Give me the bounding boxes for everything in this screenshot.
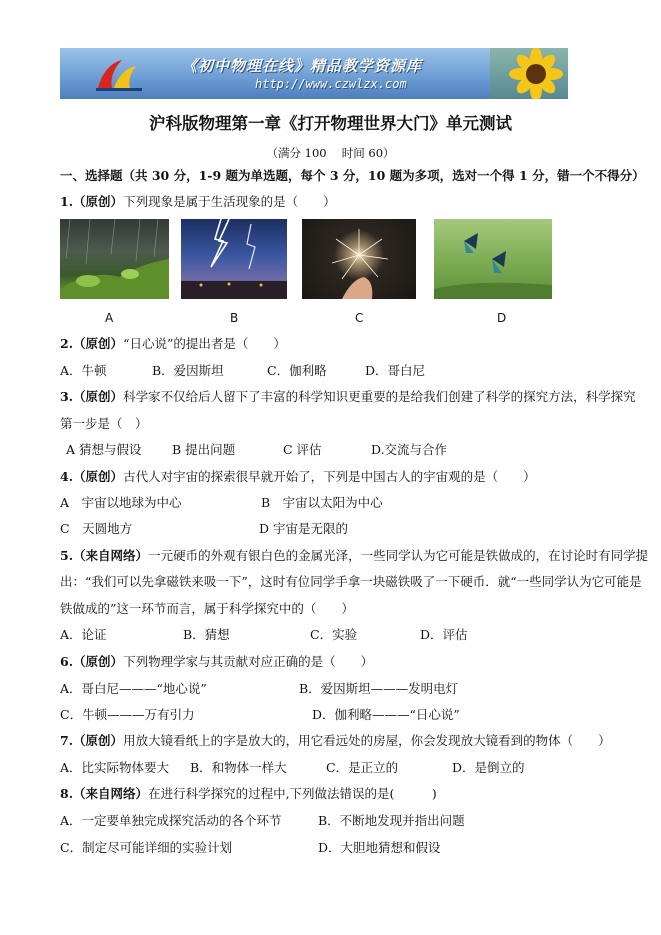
question-text: 下列物理学家与其贡献对应正确的是（ ） [123,654,374,669]
question-3 [60,389,636,405]
question-3-continued: 第一步是（ ） [60,416,148,431]
photo-butterflies [434,219,552,299]
option-c: C．制定尽可能详细的实验计划 [60,840,233,855]
question-4 [60,469,536,485]
option-c: C 评估 [283,442,322,457]
option-c: C 天圆地方 [60,521,133,536]
option-d: D．评估 [420,627,468,642]
option-b: B 提出问题 [172,442,236,457]
question-text: “日心说”的提出者是（ ） [123,336,286,351]
banner-url[interactable]: http://www.czwlzx.com [255,77,407,91]
score-time-line: （满分 100 时间 60） [266,146,395,160]
page-title: 沪科版物理第一章《打开物理世界大门》单元测试 [149,114,512,133]
option-c: C．牛顿———万有引力 [60,707,195,722]
photo-sparkler [302,219,416,299]
question-8 [60,786,437,802]
question-number: 8.（来自网络） [60,786,149,801]
option-c: C．实验 [310,627,358,642]
option-b: B．猜想 [183,627,230,642]
question-1 [60,194,336,210]
option-label-b: B [230,311,239,325]
question-5 [60,548,648,564]
option-c: C．是正立的 [326,760,399,775]
header-banner [60,48,568,99]
option-b: B．和物体一样大 [190,760,287,775]
option-d: D．是倒立的 [452,760,525,775]
option-d: D 宇宙是无限的 [259,521,348,536]
section-heading: 一、选择题（共 30 分，1-9 题为单选题，每个 3 分，10 题为多项，选对一个得 1 分，错一个不得分） [60,168,645,183]
option-d: D．哥白尼 [365,363,426,378]
question-text: 用放大镜看纸上的字是放大的，用它看远处的房屋，你会发现放大镜看到的物体（ ） [123,733,611,748]
question-6 [60,654,373,670]
question-text: 下列现象是属于生活现象的是（ ） [123,194,336,209]
question-number: 7.（原创） [60,733,124,748]
option-c: C．伽利略 [267,363,327,378]
sunflower-icon [490,48,568,99]
question-2 [60,336,286,352]
question-number: 5.（来自网络） [60,548,149,563]
question-number: 3.（原创） [60,389,124,404]
question-text: 一元硬币的外观有银白色的金属光泽，一些同学认为它可能是铁做成的，在讨论时有同学提 [148,548,649,563]
site-logo-icon [92,54,148,94]
question-number: 2.（原创） [60,336,124,351]
question-number: 4.（原创） [60,469,124,484]
option-a: A．牛顿 [60,363,107,378]
option-b: B．爱因斯坦 [152,363,224,378]
question-5-line-3: 铁做成的”这一环节而言，属于科学探究中的（ ） [60,601,354,616]
question-5-line-2: 出：“我们可以先拿磁铁来吸一下”，这时有位同学手拿一块磁铁吸了一下硬币．就“一些同学认为它可能是 [60,574,642,589]
banner-title: 《初中物理在线》精品教学资源库 [182,57,423,75]
option-b: B．爱因斯坦———发明电灯 [299,681,459,696]
photo-rain-plant [60,219,169,299]
option-a: A．比实际物体要大 [60,760,170,775]
option-a: A 宇宙以地球为中心 [60,495,182,510]
option-a: A．论证 [60,627,107,642]
question-number: 1.（原创） [60,194,124,209]
question-text: 科学家不仅给后人留下了丰富的科学知识更重要的是给我们创建了科学的探究方法，科学探究 [123,389,636,404]
question-number: 6.（原创） [60,654,124,669]
option-label-c: C [355,311,364,325]
photo-lightning [181,219,287,299]
option-b: B 宇宙以太阳为中心 [261,495,383,510]
option-a: A．一定要单独完成探究活动的各个环节 [60,813,282,828]
option-a: A．哥白尼———“地心说” [60,681,207,696]
option-label-a: A [105,311,114,325]
option-d: D．伽利略———“日心说” [312,707,460,722]
option-d: D.交流与合作 [371,442,448,457]
question-7 [60,733,611,749]
option-b: B．不断地发现并指出问题 [318,813,465,828]
question-text: 在进行科学探究的过程中,下列做法错误的是( ) [148,786,437,801]
option-d: D．大胆地猜想和假设 [318,840,441,855]
question-text: 古代人对宇宙的探索很早就开始了，下列是中国古人的宇宙观的是（ ） [123,469,536,484]
option-a: A 猜想与假设 [66,442,142,457]
option-label-d: D [497,311,507,325]
